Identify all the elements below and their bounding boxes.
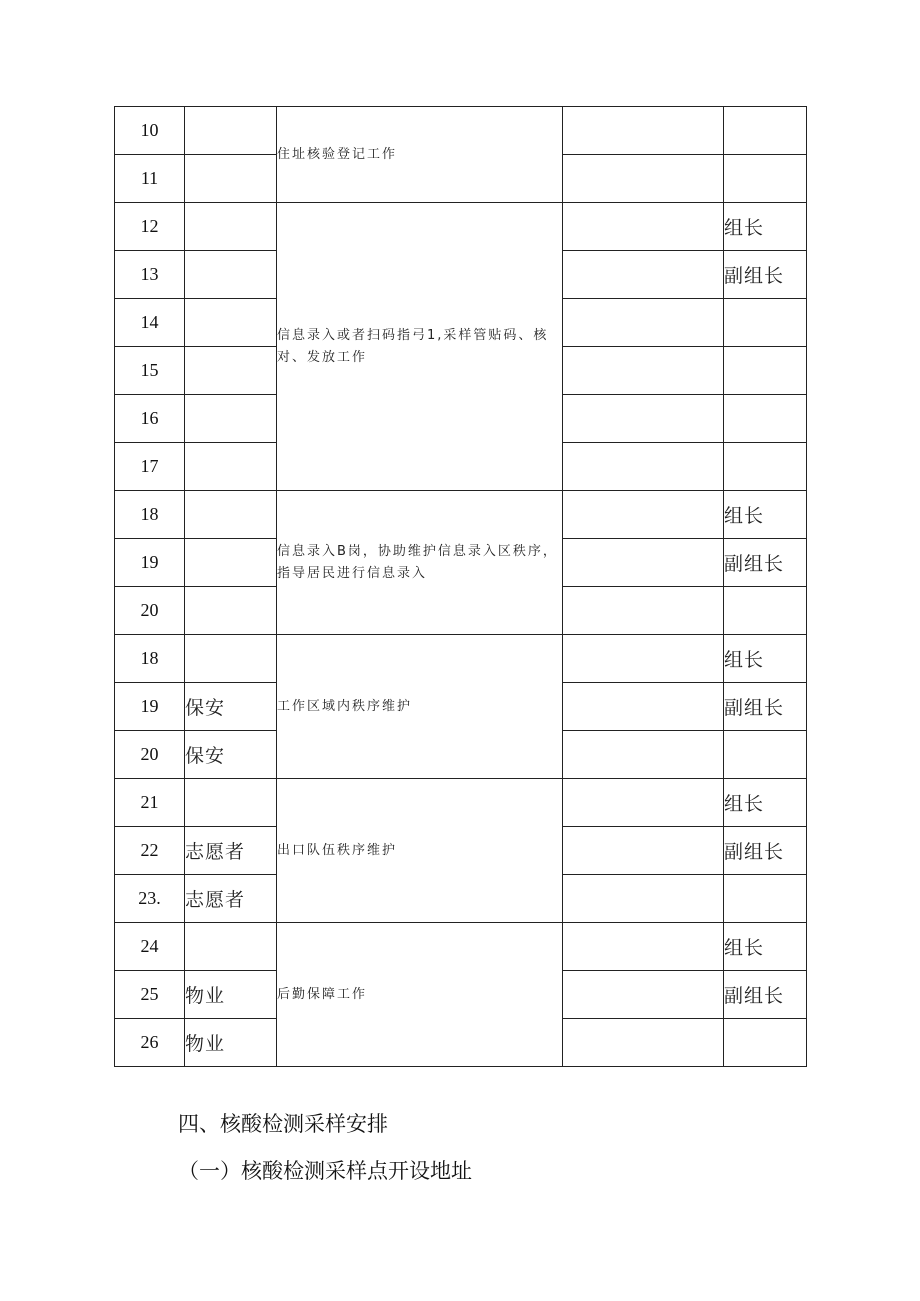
task-cell: 信息录入B岗，协助维护信息录入区秩序，指导居民进行信息录入 <box>277 491 563 635</box>
blank-cell <box>563 299 724 347</box>
row-number: 10 <box>115 107 185 155</box>
row-number: 18 <box>115 635 185 683</box>
role-cell <box>185 923 277 971</box>
role-cell <box>185 347 277 395</box>
blank-cell <box>563 395 724 443</box>
row-number: 17 <box>115 443 185 491</box>
task-cell: 住址核验登记工作 <box>277 107 563 203</box>
position-cell: 副组长 <box>724 539 807 587</box>
role-cell: 保安 <box>185 731 277 779</box>
row-number: 14 <box>115 299 185 347</box>
section-heading: 四、核酸检测采样安排 <box>178 1112 388 1136</box>
position-cell <box>724 347 807 395</box>
position-cell: 组长 <box>724 779 807 827</box>
task-cell: 信息录入或者扫码指弓1,采样管贴码、核对、发放工作 <box>277 203 563 491</box>
staff-roster-table <box>114 106 807 1067</box>
role-cell <box>185 539 277 587</box>
row-number: 22 <box>115 827 185 875</box>
position-cell: 组长 <box>724 923 807 971</box>
row-number: 25 <box>115 971 185 1019</box>
role-cell <box>185 251 277 299</box>
role-cell <box>185 587 277 635</box>
task-cell: 出口队伍秩序维护 <box>277 779 563 923</box>
role-cell <box>185 395 277 443</box>
row-number: 18 <box>115 491 185 539</box>
blank-cell <box>563 683 724 731</box>
position-cell <box>724 731 807 779</box>
role-cell <box>185 443 277 491</box>
table-row <box>115 923 807 971</box>
blank-cell <box>563 347 724 395</box>
table-row <box>115 491 807 539</box>
table-row <box>115 779 807 827</box>
blank-cell <box>563 539 724 587</box>
position-cell <box>724 395 807 443</box>
blank-cell <box>563 491 724 539</box>
position-cell: 副组长 <box>724 827 807 875</box>
role-cell <box>185 155 277 203</box>
blank-cell <box>563 251 724 299</box>
row-number: 12 <box>115 203 185 251</box>
table-row <box>115 107 807 155</box>
role-cell <box>185 299 277 347</box>
blank-cell <box>563 635 724 683</box>
position-cell <box>724 875 807 923</box>
position-cell <box>724 155 807 203</box>
subsection-heading: （一）核酸检测采样点开设地址 <box>178 1159 472 1183</box>
blank-cell <box>563 827 724 875</box>
role-cell: 志愿者 <box>185 875 277 923</box>
table-row <box>115 635 807 683</box>
position-cell: 组长 <box>724 635 807 683</box>
blank-cell <box>563 971 724 1019</box>
row-number: 13 <box>115 251 185 299</box>
row-number: 15 <box>115 347 185 395</box>
role-cell: 志愿者 <box>185 827 277 875</box>
row-number: 11 <box>115 155 185 203</box>
row-number: 20 <box>115 731 185 779</box>
blank-cell <box>563 875 724 923</box>
role-cell <box>185 107 277 155</box>
position-cell <box>724 299 807 347</box>
row-number: 21 <box>115 779 185 827</box>
role-cell: 保安 <box>185 683 277 731</box>
blank-cell <box>563 107 724 155</box>
role-cell: 物业 <box>185 1019 277 1067</box>
blank-cell <box>563 443 724 491</box>
blank-cell <box>563 923 724 971</box>
row-number: 23. <box>115 875 185 923</box>
position-cell <box>724 107 807 155</box>
row-number: 19 <box>115 539 185 587</box>
position-cell: 副组长 <box>724 971 807 1019</box>
role-cell: 物业 <box>185 971 277 1019</box>
task-cell: 工作区域内秩序维护 <box>277 635 563 779</box>
blank-cell <box>563 731 724 779</box>
table-row <box>115 203 807 251</box>
role-cell <box>185 203 277 251</box>
row-number: 20 <box>115 587 185 635</box>
row-number: 19 <box>115 683 185 731</box>
row-number: 16 <box>115 395 185 443</box>
role-cell <box>185 635 277 683</box>
role-cell <box>185 491 277 539</box>
blank-cell <box>563 779 724 827</box>
position-cell: 副组长 <box>724 251 807 299</box>
position-cell <box>724 1019 807 1067</box>
position-cell <box>724 443 807 491</box>
blank-cell <box>563 155 724 203</box>
position-cell <box>724 587 807 635</box>
blank-cell <box>563 1019 724 1067</box>
row-number: 26 <box>115 1019 185 1067</box>
blank-cell <box>563 203 724 251</box>
blank-cell <box>563 587 724 635</box>
role-cell <box>185 779 277 827</box>
position-cell: 副组长 <box>724 683 807 731</box>
task-cell: 后勤保障工作 <box>277 923 563 1067</box>
position-cell: 组长 <box>724 203 807 251</box>
position-cell: 组长 <box>724 491 807 539</box>
row-number: 24 <box>115 923 185 971</box>
